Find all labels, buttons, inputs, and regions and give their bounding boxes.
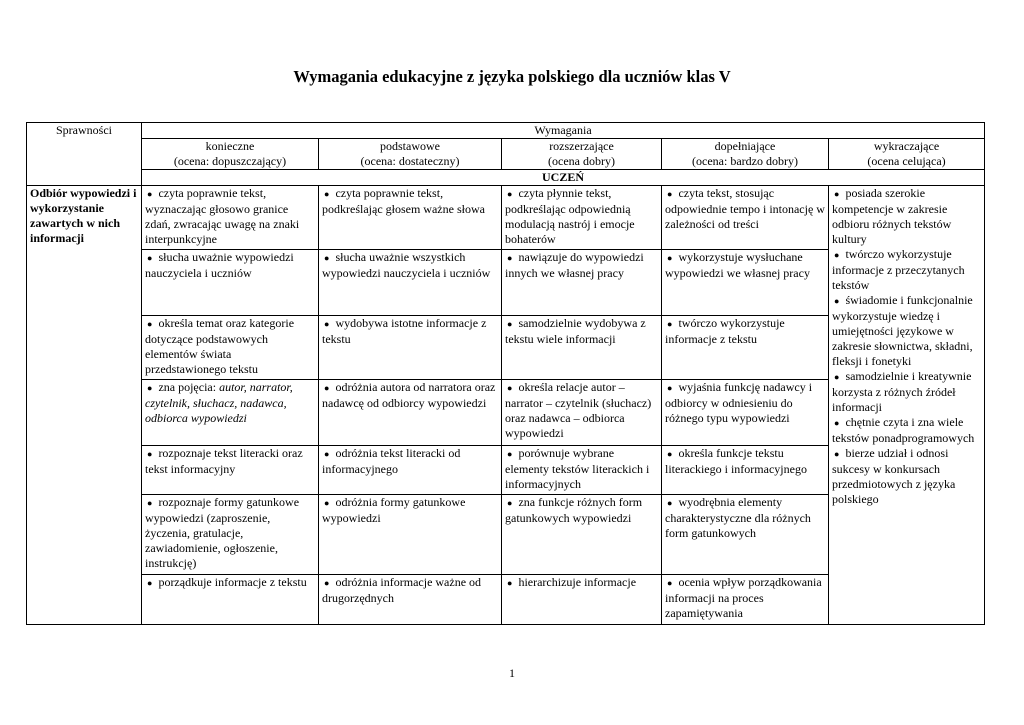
- bullet-icon: ●: [507, 189, 513, 199]
- bullet-icon: ●: [667, 383, 673, 393]
- bullet-icon: ●: [507, 578, 513, 588]
- cell-podstawowe: ● słucha uważnie wszystkich wypowiedzi nauczyciela i uczniów: [319, 250, 502, 316]
- header-level-dopelniajace: dopełniające (ocena: bardzo dobry): [662, 139, 829, 170]
- bullet-icon: ●: [324, 578, 330, 588]
- list-item: ● twórczo wykorzystuje informacje z przeczytanych tekstów: [832, 247, 965, 292]
- header-uczen: UCZEŃ: [142, 170, 985, 186]
- requirements-table: [26, 122, 985, 625]
- bullet-icon: ●: [834, 372, 840, 382]
- header-level-rozszerzajace: rozszerzające (ocena dobry): [502, 139, 662, 170]
- bullet-icon: ●: [324, 189, 330, 199]
- cell-rozszerzajace: ● samodzielnie wydobywa z tekstu wiele informacji: [502, 316, 662, 380]
- bullet-icon: ●: [147, 578, 153, 588]
- bullet-icon: ●: [667, 578, 673, 588]
- cell-wykraczajace: [829, 186, 985, 625]
- header-level-wykraczajace: wykraczające (ocena celująca): [829, 139, 985, 170]
- cell-rozszerzajace: ● zna funkcje różnych form gatunkowych wypowiedzi: [502, 495, 662, 575]
- cell-rozszerzajace: ● nawiązuje do wypowiedzi innych we własnej pracy: [502, 250, 662, 316]
- list-item: ● posiada szerokie kompetencje w zakresie odbioru różnych tekstów kultury: [832, 186, 952, 246]
- bullet-icon: ●: [324, 253, 330, 263]
- bullet-icon: ●: [667, 498, 673, 508]
- bullet-icon: ●: [507, 498, 513, 508]
- bullet-icon: ●: [507, 449, 513, 459]
- bullet-icon: ●: [324, 449, 330, 459]
- header-level-konieczne: konieczne (ocena: dopuszczający): [142, 139, 319, 170]
- bullet-icon: ●: [667, 253, 673, 263]
- cell-konieczne: ● porządkuje informacje z tekstu: [142, 575, 319, 625]
- bullet-icon: ●: [147, 189, 153, 199]
- bullet-icon: ●: [507, 319, 513, 329]
- bullet-icon: ●: [324, 383, 330, 393]
- bullet-icon: ●: [667, 319, 673, 329]
- header-sprawnosci: Sprawności: [27, 123, 142, 186]
- cell-podstawowe: ● odróżnia autora od narratora oraz nadawcę od odbiorcy wypowiedzi: [319, 380, 502, 446]
- bullet-icon: ●: [147, 449, 153, 459]
- cell-podstawowe: ● odróżnia informacje ważne od drugorzędnych: [319, 575, 502, 625]
- cell-podstawowe: ● odróżnia tekst literacki od informacyjnego: [319, 446, 502, 495]
- bullet-icon: ●: [147, 319, 153, 329]
- cell-konieczne: ● słucha uważnie wypowiedzi nauczyciela i uczniów: [142, 250, 319, 316]
- bullet-icon: ●: [147, 498, 153, 508]
- cell-konieczne: ● czyta poprawnie tekst, wyznaczając głosowo granice zdań, zwracając uwagę na znaki interpunkcyjne: [142, 186, 319, 250]
- cell-konieczne: ● zna pojęcia: autor, narrator, czytelnik, słuchacz, nadawca, odbiorca wypowiedzi: [142, 380, 319, 446]
- bullet-icon: ●: [834, 449, 840, 459]
- cell-rozszerzajace: ● hierarchizuje informacje: [502, 575, 662, 625]
- cell-konieczne: ● rozpoznaje tekst literacki oraz tekst informacyjny: [142, 446, 319, 495]
- cell-konieczne: ● rozpoznaje formy gatunkowe wypowiedzi (zaproszenie, życzenia, gratulacje, zawiadomienie, ogłoszenie, instrukcję): [142, 495, 319, 575]
- cell-podstawowe: ● czyta poprawnie tekst, podkreślając głosem ważne słowa: [319, 186, 502, 250]
- bullet-icon: ●: [834, 250, 840, 260]
- bullet-icon: ●: [324, 498, 330, 508]
- bullet-icon: ●: [147, 383, 153, 393]
- list-item: ● chętnie czyta i zna wiele tekstów ponadprogramowych: [832, 415, 975, 445]
- cell-konieczne: ● określa temat oraz kategorie dotyczące podstawowych elementów świata przedstawionego tekstu: [142, 316, 319, 380]
- page-number: 1: [509, 666, 515, 680]
- bullet-icon: ●: [324, 319, 330, 329]
- cell-rozszerzajace: ● czyta płynnie tekst, podkreślając odpowiednią modulacją nastrój i emocje bohaterów: [502, 186, 662, 250]
- cell-dopelniajace: ● czyta tekst, stosując odpowiednie tempo i intonację w zależności od treści: [662, 186, 829, 250]
- bullet-icon: ●: [507, 383, 513, 393]
- bullet-icon: ●: [507, 253, 513, 263]
- cell-dopelniajace: ● wyodrębnia elementy charakterystyczne dla różnych form gatunkowych: [662, 495, 829, 575]
- cell-dopelniajace: ● twórczo wykorzystuje informacje z tekstu: [662, 316, 829, 380]
- cell-dopelniajace: ● określa funkcje tekstu literackiego i informacyjnego: [662, 446, 829, 495]
- bullet-icon: ●: [667, 449, 673, 459]
- cell-dopelniajace: ● wykorzystuje wysłuchane wypowiedzi we własnej pracy: [662, 250, 829, 316]
- skill-label: Odbiór wypowiedzi i wykorzystanie zawartych w nich informacji: [27, 186, 142, 625]
- cell-dopelniajace: ● ocenia wpływ porządkowania informacji na proces zapamiętywania: [662, 575, 829, 625]
- cell-rozszerzajace: ● porównuje wybrane elementy tekstów literackich i informacyjnych: [502, 446, 662, 495]
- page-title: Wymagania edukacyjne z języka polskiego dla uczniów klas V: [293, 67, 731, 86]
- header-level-podstawowe: podstawowe (ocena: dostateczny): [319, 139, 502, 170]
- bullet-icon: ●: [147, 253, 153, 263]
- cell-dopelniajace: ● wyjaśnia funkcję nadawcy i odbiorcy w odniesieniu do różnego typu wypowiedzi: [662, 380, 829, 446]
- list-item: ● samodzielnie i kreatywnie korzysta z różnych źródeł informacji: [832, 369, 972, 414]
- bullet-icon: ●: [834, 296, 840, 306]
- list-item: ● świadomie i funkcjonalnie wykorzystuje wiedzę i umiejętności językowe w zakresie słownictwa, składni, fleksji i fonetyki: [832, 293, 973, 368]
- cell-podstawowe: ● wydobywa istotne informacje z tekstu: [319, 316, 502, 380]
- cell-podstawowe: ● odróżnia formy gatunkowe wypowiedzi: [319, 495, 502, 575]
- bullet-icon: ●: [834, 418, 840, 428]
- bullet-icon: ●: [667, 189, 673, 199]
- header-wymagania: Wymagania: [142, 123, 985, 139]
- cell-rozszerzajace: ● określa relacje autor – narrator – czytelnik (słuchacz) oraz nadawca – odbiorca wypowiedzi: [502, 380, 662, 446]
- list-item: ● bierze udział i odnosi sukcesy w konkursach przedmiotowych z języka polskiego: [832, 446, 956, 506]
- bullet-icon: ●: [834, 189, 840, 199]
